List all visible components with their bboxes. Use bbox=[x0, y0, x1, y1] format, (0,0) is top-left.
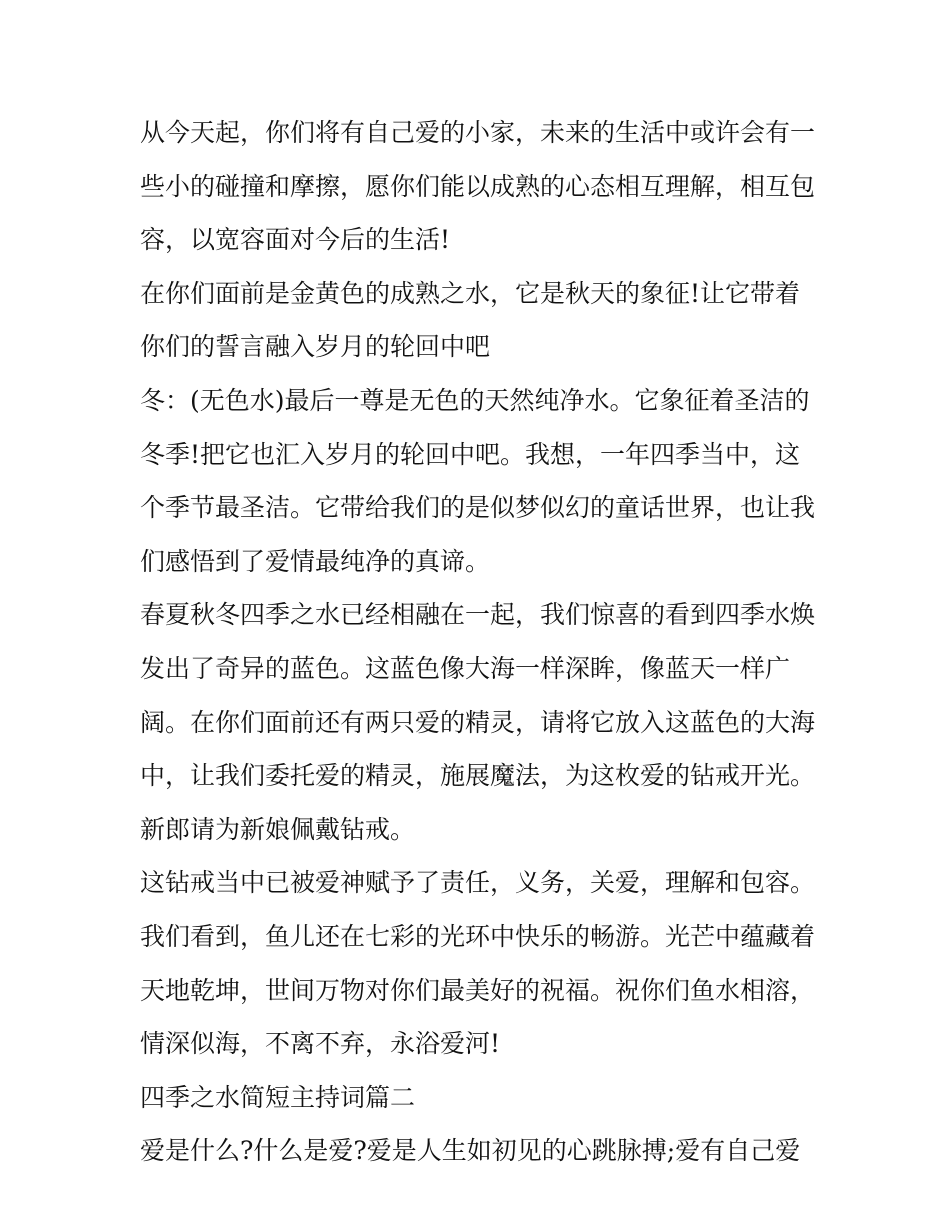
section-heading: 四季之水简短主持词篇二 bbox=[140, 1082, 416, 1112]
text-line: 你们的誓言融入岁月的轮回中吧 bbox=[140, 332, 491, 362]
text-line: 这钻戒当中已被爱神赋予了责任，义务，关爱，理解和包容。 bbox=[140, 868, 816, 898]
text-line: 我们看到，鱼儿还在七彩的光环中快乐的畅游。光芒中蕴藏着 bbox=[140, 921, 816, 951]
text-line: 从今天起，你们将有自己爱的小家，未来的生活中或许会有一 bbox=[140, 118, 816, 147]
text-line: 们感悟到了爱情最纯净的真谛。 bbox=[140, 546, 491, 576]
text-line: 天地乾坤，世间万物对你们最美好的祝福。祝你们鱼水相溶， bbox=[140, 975, 816, 1005]
text-line: 阔。在你们面前还有两只爱的精灵，请将它放入这蓝色的大海 bbox=[140, 707, 816, 737]
text-line: 爱是什么?什么是爱?爱是人生如初见的心跳脉搏;爱有自己爱 bbox=[140, 1136, 801, 1166]
document-body bbox=[140, 106, 820, 1178]
text-line: 个季节最圣洁。它带给我们的是似梦似幻的童话世界，也让我 bbox=[140, 493, 816, 523]
text-line: 冬：(无色水)最后一尊是无色的天然纯净水。它象征着圣洁的 bbox=[140, 385, 810, 415]
text-line: 容，以宽容面对今后的生活! bbox=[140, 225, 451, 255]
text-line: 新郎请为新娘佩戴钻戒。 bbox=[140, 814, 416, 844]
text-line: 在你们面前是金黄色的成熟之水，它是秋天的象征!让它带着 bbox=[140, 278, 801, 308]
text-line: 中，让我们委托爱的精灵，施展魔法，为这枚爱的钻戒开光。 bbox=[140, 761, 816, 791]
text-line: 些小的碰撞和摩擦，愿你们能以成熟的心态相互理解，相互包 bbox=[140, 171, 816, 201]
text-line: 冬季!把它也汇入岁月的轮回中吧。我想，一年四季当中，这 bbox=[140, 439, 801, 469]
text-line: 发出了奇异的蓝色。这蓝色像大海一样深眸，像蓝天一样广 bbox=[140, 653, 791, 683]
text-line: 春夏秋冬四季之水已经相融在一起，我们惊喜的看到四季水焕 bbox=[140, 600, 816, 630]
text-line: 情深似海，不离不弃，永浴爱河! bbox=[140, 1029, 501, 1059]
